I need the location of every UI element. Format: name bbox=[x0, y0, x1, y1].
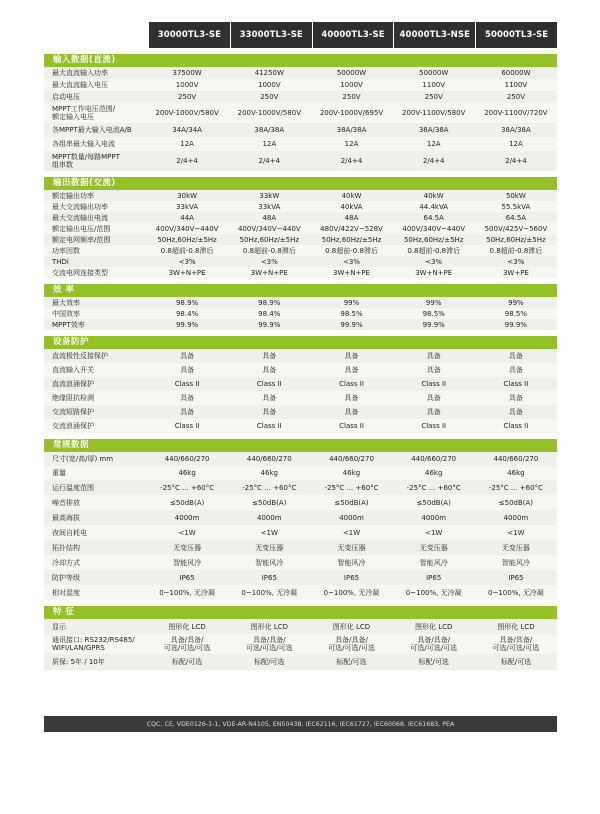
spec-section bbox=[44, 439, 557, 600]
spec-value: 0.8超前-0.8滞后 bbox=[160, 246, 214, 255]
spec-value: 智能风冷 bbox=[255, 558, 284, 567]
spec-value: 50000W bbox=[419, 69, 449, 77]
spec-value: 0~100%, 无冷凝 bbox=[488, 588, 544, 597]
spec-value: <1W bbox=[260, 528, 278, 537]
spec-label: 显示 bbox=[52, 622, 66, 631]
spec-value: -25°C ... +60°C bbox=[160, 483, 215, 492]
spec-value: 具备/具备/ 可选/可选/可选 bbox=[245, 636, 293, 652]
spec-row bbox=[44, 267, 557, 278]
spec-label: 额定输出电压/范围 bbox=[52, 224, 111, 233]
spec-row bbox=[44, 570, 557, 585]
spec-value: 4000m bbox=[503, 513, 529, 522]
spec-value: -25°C ... +60°C bbox=[242, 483, 297, 492]
spec-label: 交流浪涌保护 bbox=[52, 422, 94, 430]
spec-row bbox=[44, 308, 557, 319]
spec-value: 标配/可选 bbox=[500, 658, 532, 666]
spec-value: 具备 bbox=[180, 352, 195, 360]
spec-value: 具备 bbox=[344, 366, 359, 374]
spec-value: 具备 bbox=[180, 366, 195, 374]
spec-value: 具备 bbox=[262, 394, 277, 402]
spec-value: 4000m bbox=[421, 513, 447, 522]
spec-value: 12A bbox=[344, 140, 359, 148]
spec-row bbox=[44, 466, 557, 480]
spec-value: IP65 bbox=[343, 573, 360, 582]
section-title: 常规数据 bbox=[44, 439, 557, 452]
spec-label: 各组串最大输入电流 bbox=[52, 140, 115, 148]
spec-value: 1000V bbox=[258, 81, 281, 89]
spec-value: -25°C ... +60°C bbox=[324, 483, 379, 492]
spec-value: 0.8超前-0.8滞后 bbox=[325, 246, 378, 255]
spec-value: 0.8超前-0.8滞后 bbox=[242, 246, 296, 255]
spec-value: 具备/具备/ 可选/可选/可选 bbox=[328, 636, 375, 652]
spec-value: 具备 bbox=[426, 366, 441, 374]
spec-value: 98.9% bbox=[175, 298, 199, 307]
spec-row bbox=[44, 555, 557, 570]
spec-value: 440/660/270 bbox=[411, 455, 457, 463]
spec-value: 33kVA bbox=[176, 202, 199, 211]
spec-label: 冷却方式 bbox=[52, 558, 80, 567]
spec-label: 各MPPT最大输入电流A/B bbox=[52, 126, 132, 134]
spec-row bbox=[44, 619, 557, 634]
spec-value: 250V bbox=[178, 93, 197, 101]
spec-value: 具备/具备/ 可选/可选/可选 bbox=[410, 636, 458, 652]
spec-value: 40kW bbox=[341, 191, 362, 200]
spec-value: 41250W bbox=[254, 69, 284, 77]
spec-section bbox=[44, 177, 557, 278]
spec-value: 标配/可选 bbox=[254, 658, 285, 666]
spec-row bbox=[44, 495, 557, 510]
spec-value: 50kW bbox=[505, 191, 526, 200]
spec-label: 直流浪涌保护 bbox=[52, 380, 94, 388]
spec-value: 0~100%, 无冷凝 bbox=[159, 588, 215, 597]
spec-value: 33kVA bbox=[258, 202, 281, 211]
spec-value: 33kW bbox=[259, 191, 280, 200]
spec-value: 具备 bbox=[426, 394, 441, 402]
spec-value: IP65 bbox=[508, 573, 524, 582]
spec-value: 具备 bbox=[508, 394, 523, 402]
spec-value: 250V bbox=[342, 93, 361, 101]
spec-label: 直流输入开关 bbox=[52, 366, 94, 374]
spec-value: 38A/38A bbox=[336, 126, 367, 134]
spec-value: 46kg bbox=[342, 469, 361, 477]
spec-value: 500V/425V~560V bbox=[484, 224, 548, 233]
certifications-footer: CQC, CE, VDE0126-1-1, VDE-AR-N4105, EN50438, IEC62116, IEC61727, IEC60068, IEC61683, PEA bbox=[44, 716, 557, 732]
spec-label: 额定电网频率/范围 bbox=[52, 235, 111, 244]
spec-value: 250V bbox=[506, 93, 525, 101]
spec-label: 绝缘阻抗检测 bbox=[52, 394, 94, 402]
spec-value: 标配/可选 bbox=[418, 658, 449, 666]
model-header: 30000TL3-SE bbox=[149, 22, 230, 48]
spec-label: 额定输出功率 bbox=[52, 191, 94, 200]
spec-value: Class II bbox=[503, 380, 529, 388]
spec-row bbox=[44, 419, 557, 433]
spec-row bbox=[44, 79, 557, 91]
spec-value: 具备 bbox=[262, 408, 277, 416]
spec-value: ≤50dB(A) bbox=[416, 498, 451, 507]
spec-value: 440/660/270 bbox=[493, 455, 539, 463]
spec-label: 中国效率 bbox=[52, 309, 80, 318]
spec-row bbox=[44, 190, 557, 201]
spec-row bbox=[44, 363, 557, 377]
spec-value: 具备 bbox=[262, 366, 277, 374]
spec-value: 具备 bbox=[180, 408, 195, 416]
spec-value: 无变压器 bbox=[337, 543, 366, 552]
spec-value: 44.4kVA bbox=[419, 202, 449, 211]
spec-row bbox=[44, 223, 557, 234]
spec-value: 400V/340V~440V bbox=[155, 224, 219, 233]
model-header: 33000TL3-SE bbox=[231, 22, 312, 48]
spec-value: 具备 bbox=[344, 408, 359, 416]
spec-value: Class II bbox=[339, 380, 364, 388]
spec-label: 最大直流输入功率 bbox=[52, 69, 108, 77]
spec-value: Class II bbox=[421, 422, 447, 430]
model-header: 40000TL3-SE bbox=[313, 22, 394, 48]
spec-row bbox=[44, 297, 557, 308]
spec-row bbox=[44, 634, 557, 654]
spec-value: 46kg bbox=[425, 469, 443, 477]
spec-value: 55.5kVA bbox=[501, 202, 531, 211]
spec-value: Class II bbox=[421, 380, 447, 388]
spec-value: 图形化 LCD bbox=[168, 622, 206, 631]
section-title: 输出数据(交流) bbox=[44, 177, 557, 190]
spec-row bbox=[44, 525, 557, 540]
spec-value: 12A bbox=[426, 140, 441, 148]
spec-label: 防护等级 bbox=[52, 573, 80, 582]
spec-value: 2/4+4 bbox=[176, 157, 198, 165]
spec-value: 480V/422V~528V bbox=[320, 224, 383, 233]
spec-value: 2/4+4 bbox=[340, 157, 363, 165]
spec-value: Class II bbox=[339, 422, 364, 430]
spec-value: 98.9% bbox=[258, 298, 281, 307]
spec-section bbox=[44, 54, 557, 171]
spec-value: 3W+N+PE bbox=[333, 268, 370, 277]
spec-value: IP65 bbox=[426, 573, 442, 582]
spec-value: <3% bbox=[507, 257, 525, 266]
spec-value: 1100V bbox=[422, 81, 446, 89]
spec-value: 具备 bbox=[426, 408, 441, 416]
spec-label: THDi bbox=[52, 257, 69, 266]
spec-value: 30kW bbox=[177, 191, 198, 200]
spec-value: 46kg bbox=[260, 469, 278, 477]
spec-value: 4000m bbox=[174, 513, 200, 522]
spec-row bbox=[44, 103, 557, 123]
spec-value: 50Hz,60Hz/±5Hz bbox=[403, 235, 464, 244]
spec-label: 通讯接口: RS232/RS485/ WIFI/LAN/GPRS bbox=[52, 636, 135, 652]
spec-value: 具备/具备/ 可选/可选/可选 bbox=[492, 636, 540, 652]
spec-row bbox=[44, 349, 557, 363]
spec-label: 功率因数 bbox=[52, 246, 80, 255]
spec-value: 0~100%, 无冷凝 bbox=[405, 588, 462, 597]
spec-value: <3% bbox=[425, 257, 443, 266]
spec-value: 无变压器 bbox=[419, 543, 448, 552]
spec-value: 46kg bbox=[507, 469, 525, 477]
spec-value: 48A bbox=[262, 213, 277, 222]
spec-value: 440/660/270 bbox=[246, 455, 292, 463]
spec-value: 440/660/270 bbox=[329, 455, 374, 463]
section-title: 设备防护 bbox=[44, 336, 557, 349]
spec-label: 启动电压 bbox=[52, 93, 80, 101]
spec-row bbox=[44, 67, 557, 79]
spec-value: 0.8超前-0.8滞后 bbox=[407, 246, 461, 255]
spec-value: 12A bbox=[509, 140, 523, 148]
spec-value: 34A/34A bbox=[172, 126, 202, 134]
spec-value: 图形化 LCD bbox=[415, 622, 453, 631]
spec-value: 图形化 LCD bbox=[250, 622, 288, 631]
spec-row bbox=[44, 510, 557, 525]
spec-row bbox=[44, 540, 557, 555]
spec-value: 智能风冷 bbox=[501, 558, 530, 567]
spec-label: 最高海拔 bbox=[52, 513, 80, 522]
spec-label: 尺寸(宽/高/厚) mm bbox=[52, 455, 114, 463]
spec-value: 0~100%, 无冷凝 bbox=[323, 588, 380, 597]
spec-row bbox=[44, 377, 557, 391]
spec-value: 图形化 LCD bbox=[332, 622, 371, 631]
spec-value: <3% bbox=[260, 257, 278, 266]
spec-label: 拓扑结构 bbox=[52, 543, 80, 552]
spec-value: 38A/38A bbox=[254, 126, 285, 134]
spec-value: 具备/具备/ 可选/可选/可选 bbox=[163, 636, 211, 652]
spec-value: Class II bbox=[174, 422, 200, 430]
section-title: 效 率 bbox=[44, 284, 557, 297]
spec-value: 200V-1100V/720V bbox=[484, 109, 548, 117]
spec-value: 具备 bbox=[180, 394, 195, 402]
spec-row bbox=[44, 654, 557, 670]
spec-row bbox=[44, 452, 557, 466]
spec-value: 37500W bbox=[172, 69, 202, 77]
spec-row bbox=[44, 256, 557, 267]
spec-sheet bbox=[44, 22, 557, 670]
spec-label: 直流极性反接保护 bbox=[52, 352, 108, 360]
spec-value: 3W+N+PE bbox=[250, 268, 288, 277]
spec-row bbox=[44, 585, 557, 600]
spec-value: 0.8超前-0.8滞后 bbox=[489, 246, 543, 255]
spec-row bbox=[44, 212, 557, 223]
section-title: 特 征 bbox=[44, 606, 557, 619]
spec-value: 99.9% bbox=[175, 320, 199, 329]
spec-value: 200V-1000V/580V bbox=[237, 109, 301, 117]
spec-value: 98.5% bbox=[504, 309, 528, 318]
spec-value: Class II bbox=[174, 380, 200, 388]
spec-value: 3W+N+PE bbox=[168, 268, 206, 277]
spec-value: 具备 bbox=[426, 352, 441, 360]
spec-value: <3% bbox=[343, 257, 360, 266]
model-header: 50000TL3-SE bbox=[476, 22, 557, 48]
spec-value: <3% bbox=[178, 257, 196, 266]
spec-value: 44A bbox=[180, 213, 194, 222]
spec-value: 无变压器 bbox=[255, 543, 284, 552]
spec-label: 最大交流输出电流 bbox=[52, 213, 108, 222]
spec-label: 最大直流输入电压 bbox=[52, 81, 108, 89]
spec-value: 12A bbox=[262, 140, 277, 148]
spec-value: 标配/可选 bbox=[171, 658, 203, 666]
spec-value: 46kg bbox=[178, 469, 196, 477]
spec-row bbox=[44, 123, 557, 137]
spec-value: 440/660/270 bbox=[164, 455, 210, 463]
spec-row bbox=[44, 319, 557, 330]
spec-value: 250V bbox=[424, 93, 443, 101]
model-header-row bbox=[148, 22, 557, 48]
spec-value: 智能风冷 bbox=[337, 558, 366, 567]
spec-value: <1W bbox=[507, 528, 525, 537]
spec-value: 4000m bbox=[256, 513, 282, 522]
spec-value: ≤50dB(A) bbox=[169, 498, 205, 507]
spec-value: 标配/可选 bbox=[336, 658, 367, 666]
spec-value: 38A/38A bbox=[418, 126, 449, 134]
spec-value: -25°C ... +60°C bbox=[488, 483, 543, 492]
spec-value: 400V/340V~440V bbox=[402, 224, 466, 233]
spec-value: ≤50dB(A) bbox=[252, 498, 287, 507]
spec-row bbox=[44, 151, 557, 171]
spec-value: 99.9% bbox=[340, 320, 363, 329]
spec-value: 98.5% bbox=[422, 309, 445, 318]
spec-value: 64.5A bbox=[505, 213, 527, 222]
spec-value: 1000V bbox=[175, 81, 199, 89]
spec-row bbox=[44, 245, 557, 256]
spec-value: 1100V bbox=[504, 81, 528, 89]
spec-row bbox=[44, 91, 557, 103]
spec-value: 具备 bbox=[344, 394, 359, 402]
spec-row bbox=[44, 391, 557, 405]
spec-label: 噪音排放 bbox=[52, 498, 80, 507]
spec-value: 50Hz,60Hz/±5Hz bbox=[157, 235, 217, 244]
spec-value: ≤50dB(A) bbox=[498, 498, 534, 507]
spec-section bbox=[44, 606, 557, 670]
spec-label: 交流短路保护 bbox=[52, 408, 94, 416]
spec-label: MPPT工作电压范围/ 额定输入电压 bbox=[52, 105, 116, 121]
spec-value: 2/4+4 bbox=[505, 157, 527, 165]
spec-value: 40kVA bbox=[340, 202, 363, 211]
spec-label: 最大交流输出功率 bbox=[52, 202, 108, 211]
spec-value: Class II bbox=[503, 422, 529, 430]
spec-value: 具备 bbox=[344, 352, 359, 360]
spec-value: 具备 bbox=[262, 352, 277, 360]
spec-label: 质保: 5年 / 10年 bbox=[52, 658, 105, 666]
spec-value: 200V-1000V/695V bbox=[319, 109, 384, 117]
spec-value: 图形化 LCD bbox=[497, 622, 535, 631]
spec-value: 50Hz,60Hz/±5Hz bbox=[321, 235, 382, 244]
spec-label: MPPT效率 bbox=[52, 320, 85, 329]
spec-label: 重量 bbox=[52, 469, 66, 477]
model-header: 40000TL3-NSE bbox=[394, 22, 475, 48]
spec-value: 1000V bbox=[340, 81, 363, 89]
spec-value: -25°C ... +60°C bbox=[406, 483, 461, 492]
spec-value: 40kW bbox=[423, 191, 444, 200]
spec-value: 64.5A bbox=[423, 213, 444, 222]
spec-value: Class II bbox=[256, 380, 282, 388]
spec-value: 无变压器 bbox=[173, 543, 202, 552]
spec-value: ≤50dB(A) bbox=[334, 498, 369, 507]
spec-value: 99.9% bbox=[258, 320, 281, 329]
spec-label: 夜间自耗电 bbox=[52, 528, 87, 537]
spec-value: 98.5% bbox=[340, 309, 363, 318]
spec-value: 3W+N+PE bbox=[415, 268, 453, 277]
spec-value: 无变压器 bbox=[501, 543, 530, 552]
spec-section bbox=[44, 284, 557, 330]
spec-value: <1W bbox=[342, 528, 361, 537]
spec-label: 运行温度范围 bbox=[52, 483, 94, 492]
spec-value: 200V-1100V/580V bbox=[402, 109, 466, 117]
spec-label: 最大效率 bbox=[52, 298, 80, 307]
spec-value: 具备 bbox=[508, 366, 523, 374]
spec-value: 400V/340V~440V bbox=[237, 224, 301, 233]
spec-row bbox=[44, 201, 557, 212]
spec-value: 99.9% bbox=[422, 320, 445, 329]
spec-value: 智能风冷 bbox=[173, 558, 202, 567]
spec-value: IP65 bbox=[179, 573, 195, 582]
spec-value: 99% bbox=[508, 298, 524, 307]
spec-value: 具备 bbox=[508, 408, 523, 416]
spec-value: 98.4% bbox=[258, 309, 281, 318]
spec-value: IP65 bbox=[261, 573, 277, 582]
spec-value: 98.4% bbox=[175, 309, 199, 318]
spec-value: <1W bbox=[425, 528, 443, 537]
spec-value: 4000m bbox=[339, 513, 364, 522]
spec-value: 99.9% bbox=[504, 320, 528, 329]
spec-row bbox=[44, 137, 557, 151]
spec-value: 3W+PE bbox=[502, 268, 529, 277]
spec-sections bbox=[44, 54, 557, 670]
spec-value: 38A/38A bbox=[501, 126, 531, 134]
spec-value: 50000W bbox=[336, 69, 367, 77]
section-title: 输入数据(直流) bbox=[44, 54, 557, 67]
spec-value: 12A bbox=[180, 140, 194, 148]
spec-value: 具备 bbox=[508, 352, 523, 360]
spec-label: MPPT数量/每路MPPT 组串数 bbox=[52, 153, 120, 169]
spec-value: 200V-1000V/580V bbox=[155, 109, 219, 117]
spec-value: 50Hz,60Hz/±5Hz bbox=[486, 235, 546, 244]
spec-row bbox=[44, 480, 557, 495]
spec-value: 2/4+4 bbox=[422, 157, 445, 165]
spec-value: 2/4+4 bbox=[258, 157, 281, 165]
spec-value: 50Hz,60Hz/±5Hz bbox=[239, 235, 300, 244]
spec-row bbox=[44, 405, 557, 419]
spec-value: 99% bbox=[425, 298, 442, 307]
spec-label: 相对湿度 bbox=[52, 588, 80, 597]
spec-value: 60000W bbox=[501, 69, 531, 77]
spec-section bbox=[44, 336, 557, 433]
spec-value: 0~100%, 无冷凝 bbox=[241, 588, 298, 597]
spec-label: 交流电网连接类型 bbox=[52, 268, 108, 277]
spec-value: Class II bbox=[256, 422, 282, 430]
spec-value: <1W bbox=[178, 528, 196, 537]
spec-value: 48A bbox=[344, 213, 359, 222]
spec-value: 99% bbox=[343, 298, 360, 307]
spec-value: 智能风冷 bbox=[419, 558, 448, 567]
spec-value: 250V bbox=[260, 93, 279, 101]
spec-row bbox=[44, 234, 557, 245]
